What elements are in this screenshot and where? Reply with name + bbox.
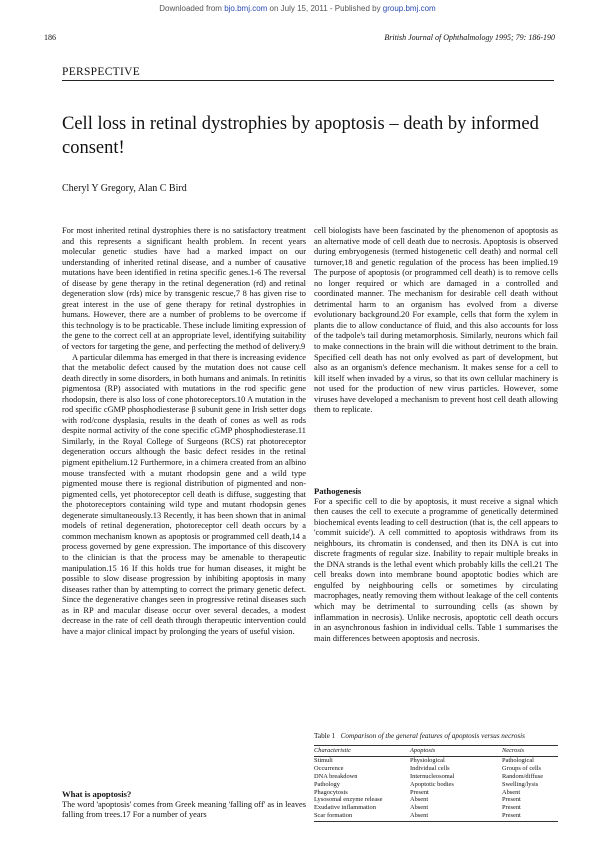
table-cell: Lysosomal enzyme release bbox=[314, 796, 383, 804]
pathogenesis-section bbox=[314, 486, 558, 644]
table-row bbox=[314, 773, 558, 781]
table-cell: Swelling/lysis bbox=[502, 780, 539, 788]
table-row bbox=[314, 781, 558, 789]
table-row bbox=[314, 765, 558, 773]
column-right bbox=[314, 226, 558, 416]
section-heading: Pathogenesis bbox=[314, 486, 362, 496]
paragraph: For a specific cell to die by apoptosis, it must receive a signal which then causes the cell to execute a programme of genetically determined biochemical events leading to cell destruction (that is, the cell appears to 'commit suicide'). A cell committed to apoptosis withdraws from its neighbours, its chromatin is condensed, and then its DNA is cut into discrete fragments of regular size. Inability to repair multiple breaks in the DNA strands is the lethal event which probably kills the cell.21 The cell breaks down into membrane bound apoptotic bodies which are engulfed by neighbouring cells or sometimes by circulating macrophages, neatly removing them without leakage of the cell contents which may be detrimental to surrounding cells (as shown by inflammation in necrosis). Unlike necrosis, apoptotic cell death occurs in an asynchronous fashion in individual cells. Table 1 summarises the main differences between apoptosis and necrosis. bbox=[314, 496, 558, 643]
table-row bbox=[314, 804, 558, 812]
banner-publisher-link[interactable]: group.bmj.com bbox=[382, 4, 436, 13]
table-cell: Present bbox=[502, 811, 521, 819]
table-cell: Present bbox=[502, 804, 521, 812]
table-row bbox=[314, 757, 558, 765]
section-heading: What is apoptosis? bbox=[62, 789, 132, 799]
download-banner bbox=[0, 4, 595, 13]
table-cell: DNA breakdown bbox=[314, 772, 358, 780]
table-label: Table 1 bbox=[314, 732, 336, 740]
table-cell: Scar formation bbox=[314, 811, 353, 819]
table-cell: Individual cells bbox=[410, 765, 450, 773]
table-row bbox=[314, 812, 558, 820]
table-cell: Stimuli bbox=[314, 757, 333, 765]
table-cell: Phagocytosis bbox=[314, 788, 348, 796]
table-cell: Present bbox=[410, 788, 429, 796]
table-cell: Physiological bbox=[410, 757, 445, 765]
section-label: PERSPECTIVE bbox=[62, 66, 141, 78]
table-caption-text: Comparison of the general features of apoptosis versus necrosis bbox=[340, 732, 525, 740]
table-cell: Absent bbox=[410, 796, 429, 804]
table-cell: Pathology bbox=[314, 780, 340, 788]
table-rule bbox=[314, 745, 558, 746]
paragraph: A particular dilemma has emerged in that there is increasing evidence that the metabolic defect caused by the mutation does not cause cell death directly in some disorders, in both humans and animals. In retinitis pigmentosa (RP) associated with mutations in the rod specific gene rhodopsin, there is also loss of cone photoreceptors.10 A mutation in the rod specific cGMP phosphodiesterase β subunit gene in Irish setter dogs with rod/cone dysplasia, results in the death of cones as well as rods despite normal activity of the cone specific cGMP phosphodiesterase.11 Similarly, in the Royal College of Surgeons (RCS) rat photoreceptor degeneration occurs although the basic defect resides in the retinal pigment epithelium.12 Furthermore, in a chimera created from an albino mouse transfected with a mutant rhodopsin gene and a wild type pigmented mouse there is regional distribution of pigmented and non-pigmented cells, yet photoreceptor cell death is diffuse, suggesting that the photoreceptors containing wild type and mutant rhodopsin genes degenerate simultaneously.13 Recently, it has been shown that in animal models of retinal degeneration, photoreceptor cell death occurs by a common mechanism known as apoptosis or programmed cell death,14 a process governed by gene expression. The importance of this discovery to the clinician is that the process may be amenable to therapeutic manipulation.15 16 If this holds true for human diseases, it might be possible to slow disease progression by inhibiting apoptosis in many diseases rather than by attempting to correct the primary genetic defect. Since the degenerative changes seen in progressive retinal diseases such as in RP and macular disease occur over several decades, a modest decrease in the rate of cell death through therapeutic intervention could have a major clinical impact by prolonging the years of useful vision. bbox=[62, 352, 306, 636]
apoptosis-section bbox=[62, 789, 306, 821]
banner-site-link[interactable]: bjo.bmj.com bbox=[224, 4, 268, 13]
table-body bbox=[314, 757, 558, 819]
paragraph: The word 'apoptosis' comes from Greek meaning 'falling off' as in leaves falling from trees.17 For a number of years bbox=[62, 799, 306, 820]
table-caption bbox=[314, 732, 558, 740]
article-title: Cell loss in retinal dystrophies by apoptosis – death by informed consent! bbox=[62, 114, 539, 158]
table-row bbox=[314, 796, 558, 804]
table-cell: Pathological bbox=[502, 757, 534, 765]
section-rule bbox=[62, 80, 554, 81]
paragraph: For most inherited retinal dystrophies there is no satisfactory treatment and this represents a significant health problem. In recent years molecular genetic studies have had a marked impact on our understanding of inherited retinal disease, and a number of causative mutations have been identified in retina specific genes.1-6 The reversal of disease by gene therapy in the retinal degeneration (rd) and retinal degeneration slow (rds) mice by transgenic rescue,7 8 has given rise to great interest in the use of gene therapy for retinal dystrophies in humans. However, there are a number of problems to be overcome if this technology is to be practicable. These include limiting expression of the gene to the correct cell at an appropriate level, identifying suitability of vectors for targeting the gene, and perfecting the method of delivery.9 bbox=[62, 226, 306, 352]
table-header-cell: Characteristic bbox=[314, 746, 351, 754]
table-cell: Random/diffuse bbox=[502, 772, 544, 780]
paragraph: cell biologists have been fascinated by the phenomenon of apoptosis as an alternative mode of cell death due to necrosis. Apoptosis is observed during embryogenesis (termed histogenetic cell death) and normal cell turnover,18 and genetic regulation of the process has been implied.19 The purpose of apoptosis (or programmed cell death) is to remove cells no longer required or which are damaged in a controlled and coordinated manner. The mechanism for desirable cell death without detrimental harm to an organism has evolved from a diverse evolutionary background.20 For example, cells that form the xylem in plants die to allow conductance of fluid, and this also accounts for loss of the tadpole's tail during metamorphosis. Similarly, neurons which fail to make connections in the brain will die without detriment to the brain. Specified cell death has not only evolved as part of development, but also as an organism's defence mechanism. It makes sense for a cell to kill itself when invaded by a virus, so that its own cellular machinery is not used for the production of new virus particles. However, some viruses have developed a mechanism to prevent host cell death allowing them to replicate. bbox=[314, 226, 558, 415]
table-rule bbox=[314, 756, 558, 757]
table-header-cell: Apoptosis bbox=[410, 746, 436, 754]
table-cell: Occurrence bbox=[314, 765, 344, 773]
table-row bbox=[314, 789, 558, 797]
table-cell: Absent bbox=[502, 788, 521, 796]
table-rule bbox=[314, 821, 558, 822]
table-header-row bbox=[314, 747, 558, 755]
column-left bbox=[62, 226, 306, 637]
running-head: British Journal of Ophthalmology 1995; 79: 186-190 bbox=[384, 33, 555, 42]
banner-middle: on July 15, 2011 - Published by bbox=[267, 4, 383, 13]
table-cell: Internucleosomal bbox=[410, 772, 455, 780]
table-cell: Exudative inflammation bbox=[314, 804, 376, 812]
comparison-table bbox=[314, 744, 558, 823]
table-cell: Apoptotic bodies bbox=[410, 780, 454, 788]
table-cell: Absent bbox=[410, 811, 429, 819]
table-cell: Groups of cells bbox=[502, 765, 542, 773]
table-cell: Absent bbox=[410, 804, 429, 812]
table-header-cell: Necrosis bbox=[502, 746, 525, 754]
banner-prefix: Downloaded from bbox=[159, 4, 225, 13]
page-number: 186 bbox=[44, 33, 56, 42]
article-authors: Cheryl Y Gregory, Alan C Bird bbox=[62, 183, 187, 194]
table-cell: Present bbox=[502, 796, 521, 804]
